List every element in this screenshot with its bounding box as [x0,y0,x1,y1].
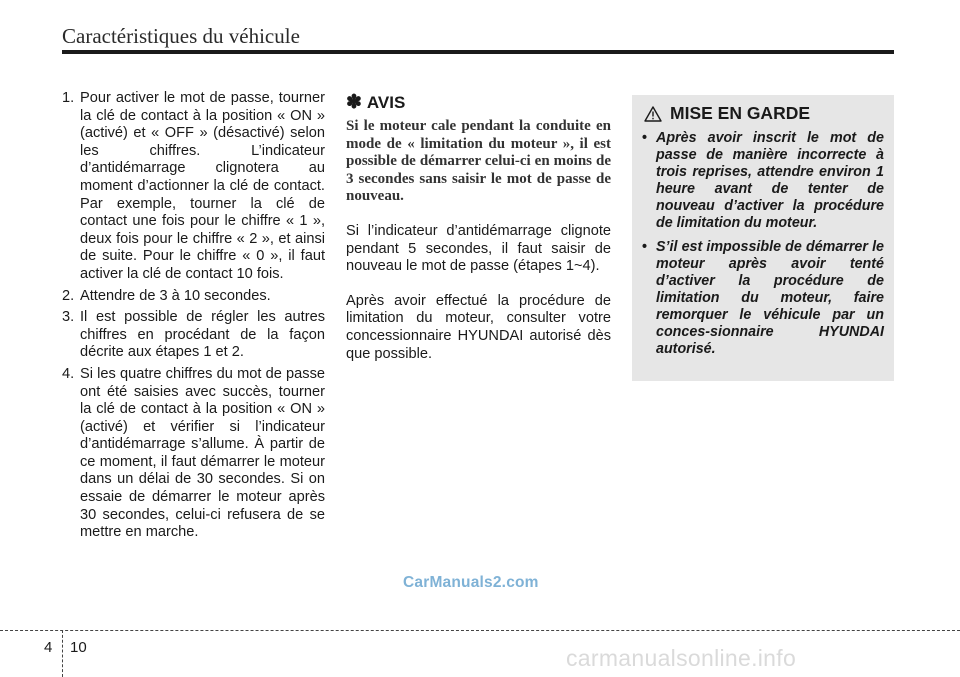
warning-triangle-icon [644,106,662,122]
bullet-icon: • [642,130,648,146]
asterisk-icon: ✽ [346,92,362,113]
step-text: Pour activer le mot de passe, tourner la clé de contact à la position « ON » (activé) et « OFF » (désactivé) selon les chiffres. L’indicateur d’antidémarrage clignotera au moment d’actionner la clé de contact. Par exemple, tourner la clé de contact une fois pour le chiffre « 1 », deux fois pour le chiffre « 2 », et ainsi de suite. Pour le chiffre « 0 », il faut activer la clé de contact 10 fois. [80,90,325,282]
footer-divider [62,630,63,677]
step-2 [62,288,325,306]
step-4 [62,366,325,542]
footer-rule [0,630,960,631]
step-text: Si les quatre chiffres du mot de passe ont été saisies avec succès, tourner la clé de contact à la position « ON » (activé) et vérifier si l’indicateur d’antidémarrage s’allume. À partir de ce moment, il faut démarrer le moteur dans un délai de 30 secondes. Si on essaie de démarrer le moteur après 30 secondes, celui-ci refusera de se mettre en marche. [80,365,325,541]
caution-heading [640,103,884,124]
step-text: Attendre de 3 à 10 secondes. [80,287,271,304]
procedure-steps [62,90,325,546]
section-number: 4 [44,639,53,656]
caution-item-2 [640,239,884,358]
avis-title: AVIS [366,92,406,112]
caution-item-1 [640,130,884,232]
step-number: 3. [62,309,75,326]
site-watermark[interactable]: CarManuals2.com [403,574,539,591]
step-1 [62,90,325,284]
avis-heading [346,91,611,114]
avis-paragraph-2: Après avoir effectué la procédure de limitation du moteur, consulter votre concessionnaire HYUNDAI autorisé dès que possible. [346,292,611,362]
step-number: 4. [62,365,75,382]
caution-text: Après avoir inscrit le mot de passe de manière incorrecte à trois reprises, attendre environ 1 heure avant de tenter de nouveau d’activer la procédure de limitation du moteur. [656,130,884,231]
page-number: 10 [70,639,87,656]
caution-title: MISE EN GARDE [670,103,811,123]
bullet-icon: • [642,239,648,255]
avis-notice [346,91,611,363]
avis-bold-paragraph: Si le moteur cale pendant la conduite en mode de « limitation du moteur », il est possible de démarrer celui-ci en moins de 3 secondes sans saisir le mot de passe de nouveau. [346,118,611,205]
step-text: Il est possible de régler les autres chiffres en procédant de la façon décrite aux étapes 1 et 2. [80,309,325,361]
caution-text: S’il est impossible de démarrer le moteur après avoir tenté d’activer la procédure de limitation du moteur, faire remorquer le véhicule par un conces-sionnaire HYUNDAI autorisé. [656,239,884,357]
avis-paragraph-1: Si l’indicateur d’antidémarrage clignote pendant 5 secondes, il faut saisir de nouveau le mot de passe (étapes 1~4). [346,222,611,275]
step-number: 2. [62,287,75,304]
bottom-watermark: carmanualsonline.info [566,645,797,671]
step-number: 1. [62,90,75,106]
caution-box [632,95,894,381]
caution-list [640,130,884,358]
step-3 [62,309,325,362]
page-header-title: Caractéristiques du véhicule [62,24,300,48]
header-rule [62,50,894,54]
